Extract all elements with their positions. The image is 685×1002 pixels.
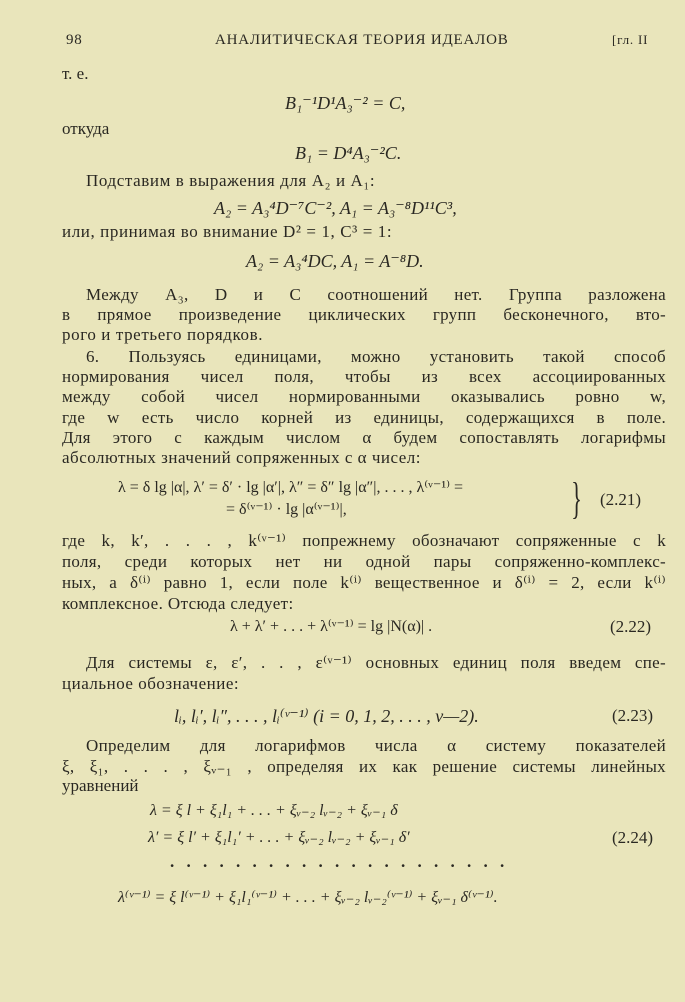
text-line: в прямое произведение циклических групп бесконечного, вто- — [62, 305, 666, 324]
equation: λ = ξ l + ξ₁l₁ + . . . + ξᵥ₋₂ lᵥ₋₂ + ξᵥ₋₁ δ — [150, 802, 398, 819]
text-line: Для системы ε, ε′, . . , ε⁽ᵛ⁻¹⁾ основных единиц поля введем спе- — [86, 653, 666, 672]
equation: λ⁽ᵛ⁻¹⁾ = ξ l⁽ᵛ⁻¹⁾ + ξ₁l₁⁽ᵛ⁻¹⁾ + . . . + ξᵥ₋₂ lᵥ₋₂⁽ᵛ⁻¹⁾ + ξᵥ₋₁ δ⁽ᵛ⁻¹⁾. — [118, 889, 498, 906]
text-line: Определим для логарифмов числа α систему показателей — [86, 736, 666, 755]
text-line: рого и третьего порядков. — [62, 325, 264, 344]
equation-number: (2.22) — [610, 617, 652, 636]
text-line: Между A₃, D и C соотношений нет. Группа разложена — [86, 285, 666, 304]
equation: B₁ = D⁴A₃⁻²C. — [295, 143, 402, 163]
text-line: уравнений — [62, 776, 139, 795]
text-line: 6. Пользуясь единицами, можно установить такой способ — [86, 347, 666, 366]
equation: A₂ = A₃⁴DC, A₁ = A⁻⁸D. — [246, 251, 424, 271]
text-line: где w есть число корней из единицы, содержащихся в поле. — [62, 408, 666, 427]
text-line: т. е. — [62, 64, 89, 83]
text-line: где k, k′, . . . , k⁽ᵛ⁻¹⁾ попрежнему обозначают сопряженные с k — [62, 531, 666, 550]
text-line: поля, среди которых нет ни одной пары сопряженно-комплекс- — [62, 552, 666, 571]
equation: B₁⁻¹D¹A₃⁻² = C, — [285, 93, 406, 113]
equation: A₂ = A₃⁴D⁻⁷C⁻², A₁ = A₃⁻⁸D¹¹C³, — [214, 198, 457, 218]
running-title: АНАЛИТИЧЕСКАЯ ТЕОРИЯ ИДЕАЛОВ — [215, 32, 509, 48]
equation-number: (2.23) — [612, 706, 654, 725]
equation: λ + λ′ + . . . + λ⁽ᵛ⁻¹⁾ = lg |N(α)| . — [230, 618, 433, 635]
text-line: ных, а δ⁽ⁱ⁾ равно 1, если поле k⁽ⁱ⁾ вещественное и δ⁽ⁱ⁾ = 2, если k⁽ⁱ⁾ — [62, 573, 666, 592]
chapter-label: [гл. II — [612, 32, 649, 47]
equation: = δ⁽ᵛ⁻¹⁾ · lg |α⁽ᵛ⁻¹⁾|, — [226, 501, 347, 518]
text-line: абсолютных значений сопряженных с α чисел: — [62, 448, 421, 467]
ellipsis-row: . . . . . . . . . . . . . . . . . . . . . — [170, 852, 509, 871]
text-line: откуда — [62, 119, 110, 138]
equation: lᵢ, lᵢ′, lᵢ″, . . . , lᵢ⁽ᵛ⁻¹⁾ (i = 0, 1, 2, . . . , ν—2). — [174, 706, 479, 726]
equation-number: (2.24) — [612, 828, 654, 847]
equation: λ = δ lg |α|, λ′ = δ′ · lg |α′|, λ″ = δ″ lg |α″|, . . . , λ⁽ᵛ⁻¹⁾ = — [118, 479, 464, 496]
equation: λ′ = ξ l′ + ξ₁l₁′ + . . . + ξᵥ₋₂ lᵥ₋₂ + ξᵥ₋₁ δ′ — [148, 829, 410, 846]
text-line: между собой чисел нормированными оказывались ровно w, — [62, 387, 666, 406]
brace-icon: } — [571, 474, 582, 523]
text-line: или, принимая во внимание D² = 1, C³ = 1: — [62, 222, 393, 241]
text-line: циальное обозначение: — [62, 674, 240, 693]
text-line: Для этого с каждым числом α будем сопоставлять логарифмы — [62, 428, 666, 447]
text-line: комплексное. Отсюда следует: — [62, 594, 294, 613]
page-number: 98 — [66, 32, 83, 48]
text-line: Подставим в выражения для A₂ и A₁: — [86, 171, 376, 190]
text-line: ξ, ξ₁, . . . , ξᵥ₋₁ , определяя их как решение системы линейных — [62, 757, 666, 776]
text-line: нормирования чисел поля, чтобы из всех ассоциированных — [62, 367, 666, 386]
equation-number: (2.21) — [600, 490, 642, 509]
